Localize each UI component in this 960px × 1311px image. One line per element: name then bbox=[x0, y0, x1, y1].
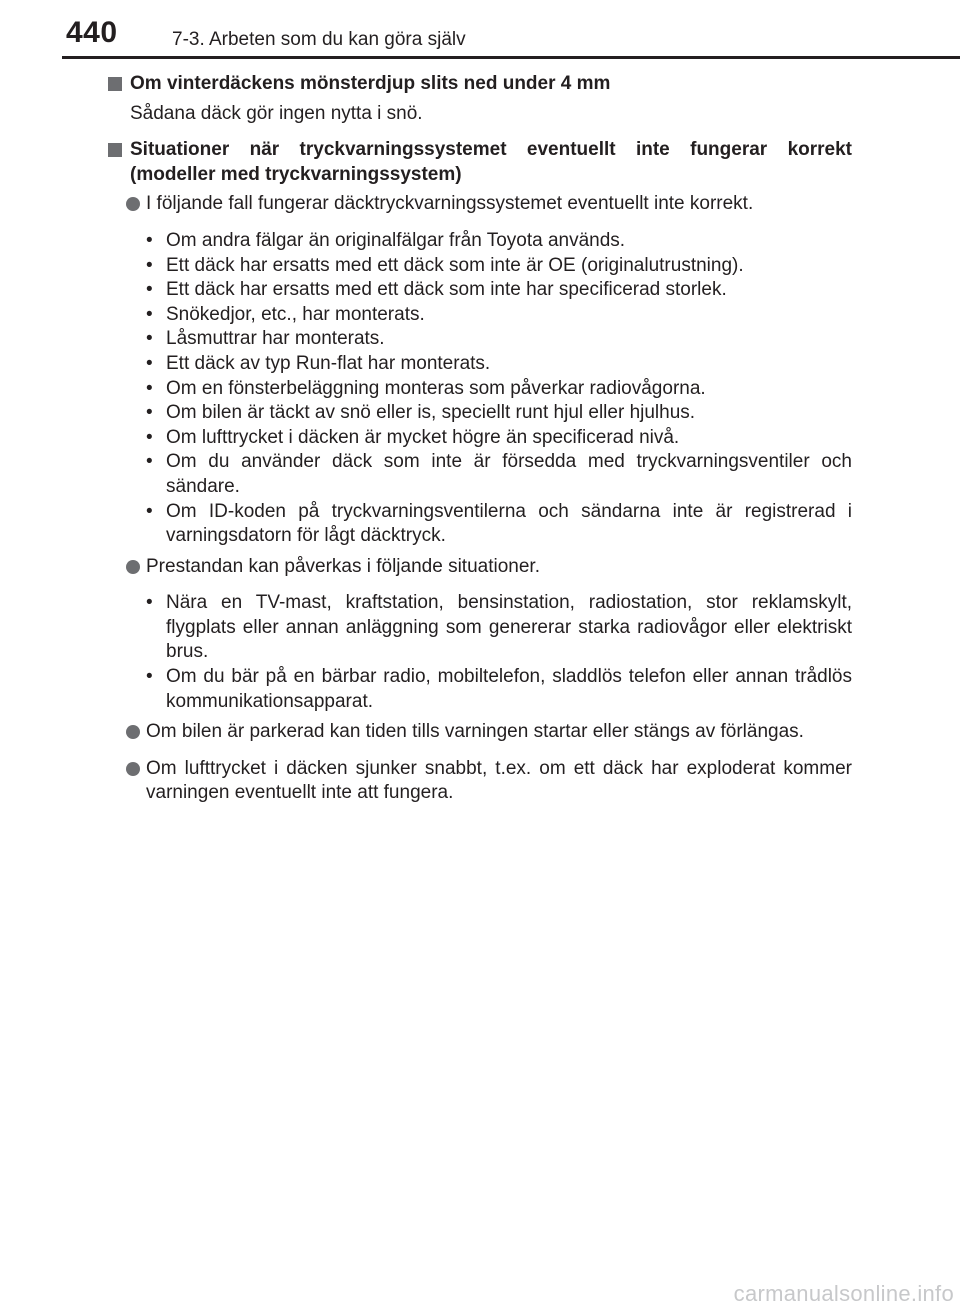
list-item: • Om ID-koden på tryckvarningsventilerna och sändarna inte är registrerad i varningsdatorn för lågt däcktryck. bbox=[146, 500, 852, 549]
bullet-list bbox=[106, 229, 852, 549]
circle-bullet-icon bbox=[126, 560, 140, 574]
point-text: I följande fall fungerar däcktryckvarningssystemet eventuellt inte korrekt. bbox=[146, 193, 754, 215]
point-text: Om bilen är parkerad kan tiden tills varningen startar eller stängs av förlängas. bbox=[146, 721, 804, 743]
square-bullet-icon bbox=[108, 143, 122, 157]
list-item: • Om bilen är täckt av snö eller is, speciellt runt hjul eller hjulhus. bbox=[146, 401, 852, 426]
page-header bbox=[0, 0, 960, 58]
circle-bullet-icon bbox=[126, 197, 140, 211]
point-item bbox=[106, 757, 852, 806]
watermark-logo: carmanualsonline.info bbox=[733, 1281, 954, 1306]
heading-text: Situationer när tryckvarningssystemet eventuellt inte fungerar korrekt (modeller med tryckvarningssystem) bbox=[130, 139, 852, 185]
point-item bbox=[106, 192, 852, 217]
list-item: • Om du bär på en bärbar radio, mobiltelefon, sladdlös telefon eller annan trådlös kommunikationsapparat. bbox=[146, 665, 852, 714]
point-item bbox=[106, 555, 852, 580]
point-text: Om lufttrycket i däcken sjunker snabbt, t.ex. om ett däck har exploderat kommer varningen eventuellt inte att fungera. bbox=[146, 757, 852, 804]
list-item: • Snökedjor, etc., har monterats. bbox=[146, 303, 852, 328]
list-item: • Ett däck har ersatts med ett däck som inte har specificerad storlek. bbox=[146, 278, 852, 303]
square-bullet-icon bbox=[108, 77, 122, 91]
heading-text: Om vinterdäckens mönsterdjup slits ned under 4 mm bbox=[130, 73, 611, 94]
page-number: 440 bbox=[66, 16, 118, 49]
list-item: • Nära en TV-mast, kraftstation, bensinstation, radiostation, stor reklamskylt, flygplats eller annan anläggning som genererar starka radiovågor eller elektriskt brus. bbox=[146, 591, 852, 665]
list-item: • Låsmuttrar har monterats. bbox=[146, 327, 852, 352]
circle-bullet-icon bbox=[126, 762, 140, 776]
section-heading-winter-tires bbox=[106, 72, 852, 97]
point-text: Prestandan kan påverkas i följande situationer. bbox=[146, 555, 540, 577]
page-content bbox=[106, 72, 852, 816]
list-item: • Om en fönsterbeläggning monteras som påverkar radiovågorna. bbox=[146, 377, 852, 402]
list-item: • Ett däck av typ Run-flat har monterats. bbox=[146, 352, 852, 377]
list-item: • Ett däck har ersatts med ett däck som inte är OE (originalutrustning). bbox=[146, 254, 852, 279]
bullet-list bbox=[106, 591, 852, 714]
list-item: • Om lufttrycket i däcken är mycket högre än specificerad nivå. bbox=[146, 426, 852, 451]
list-item: • Om andra fälgar än originalfälgar från Toyota används. bbox=[146, 229, 852, 254]
section-title: 7-3. Arbeten som du kan göra själv bbox=[172, 29, 466, 50]
section-heading-tpms bbox=[106, 138, 852, 187]
circle-bullet-icon bbox=[126, 725, 140, 739]
header-rule bbox=[62, 56, 960, 59]
paragraph: Sådana däck gör ingen nytta i snö. bbox=[130, 102, 423, 124]
list-item: • Om du använder däck som inte är försedda med tryckvarningsventiler och sändare. bbox=[146, 450, 852, 499]
point-item bbox=[106, 720, 852, 745]
